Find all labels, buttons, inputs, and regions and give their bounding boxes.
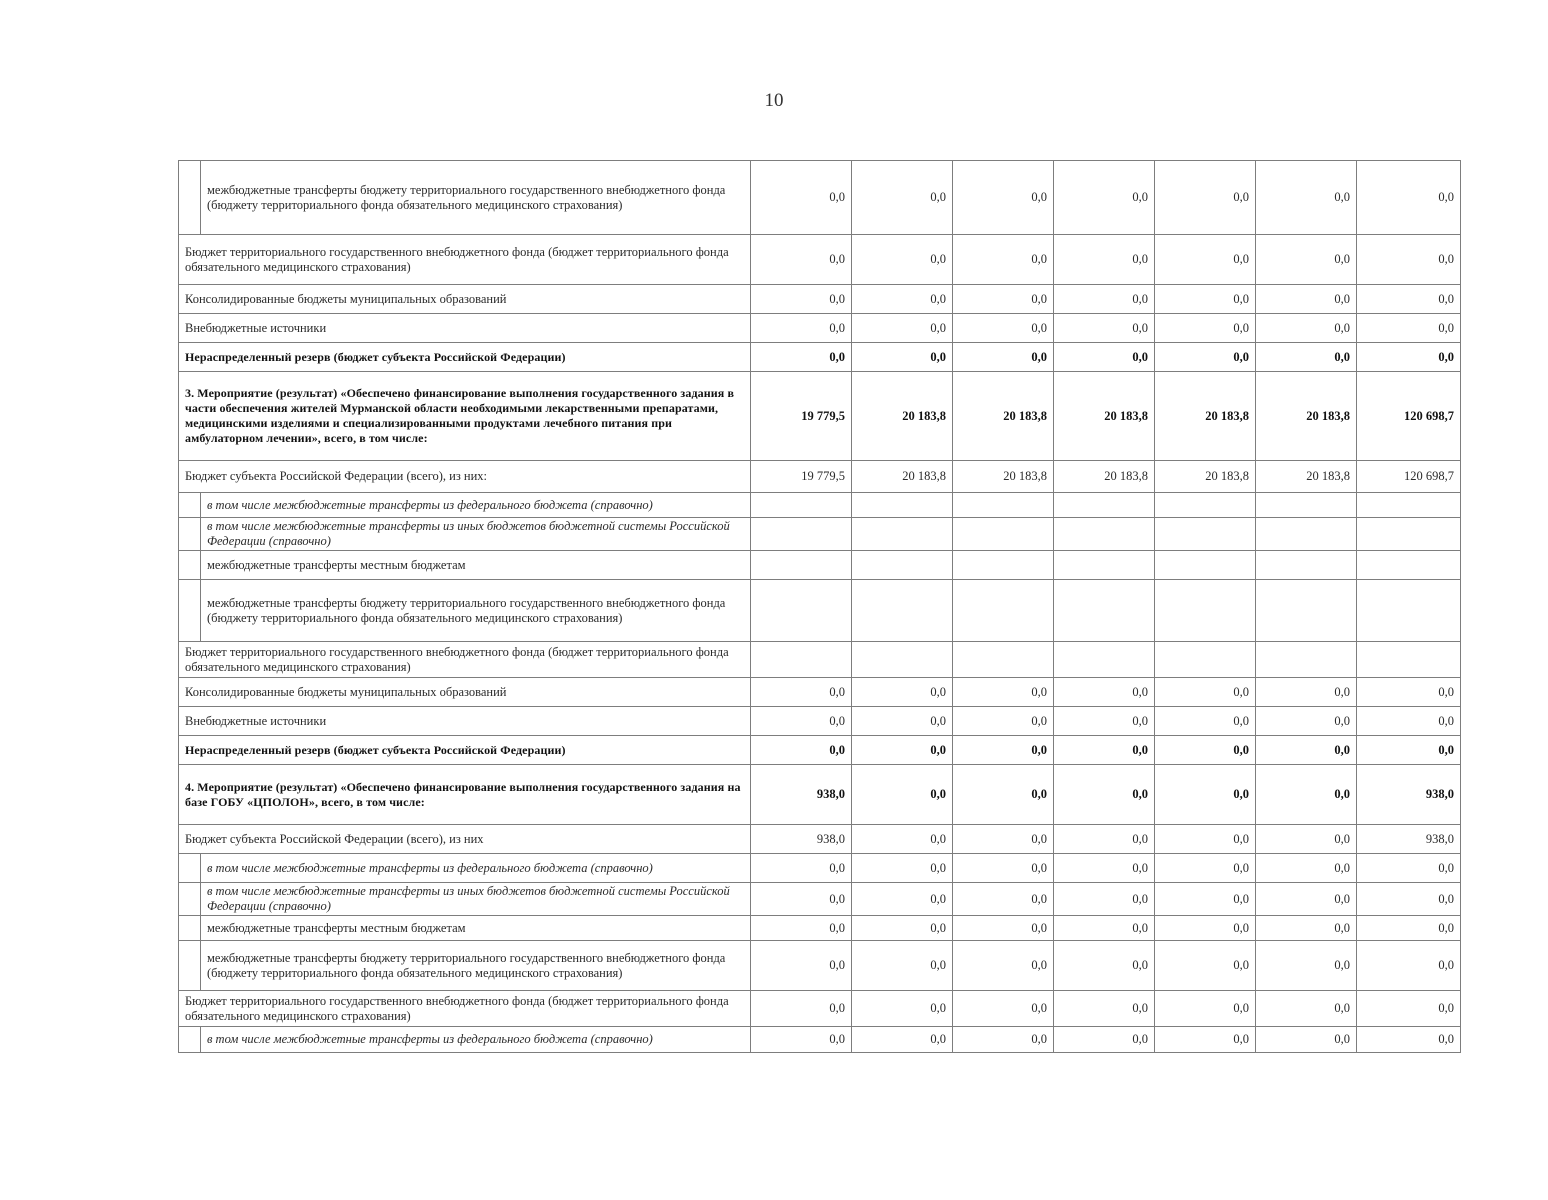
- year-value-cell: 0,0: [1155, 825, 1256, 854]
- year-value-cell: 0,0: [1054, 883, 1155, 916]
- year-value-cell: 0,0: [751, 343, 852, 372]
- year-value-cell: 938,0: [751, 765, 852, 825]
- year-value-cell: 0,0: [1256, 707, 1357, 736]
- total-value-cell: [1357, 518, 1461, 551]
- year-value-cell: 0,0: [852, 707, 953, 736]
- year-value-cell: 0,0: [852, 678, 953, 707]
- total-value-cell: 0,0: [1357, 314, 1461, 343]
- year-value-cell: 0,0: [852, 736, 953, 765]
- year-value-cell: 0,0: [751, 314, 852, 343]
- total-value-cell: 120 698,7: [1357, 372, 1461, 461]
- year-value-cell: 0,0: [852, 1027, 953, 1053]
- year-value-cell: 0,0: [953, 285, 1054, 314]
- total-value-cell: 0,0: [1357, 343, 1461, 372]
- year-value-cell: 20 183,8: [1054, 461, 1155, 493]
- row-label: в том числе межбюджетные трансферты из иных бюджетов бюджетной системы Российской Федерации (справочно): [201, 518, 751, 551]
- indent-cell: [179, 941, 201, 991]
- year-value-cell: 0,0: [852, 161, 953, 235]
- year-value-cell: 0,0: [1155, 285, 1256, 314]
- total-value-cell: 0,0: [1357, 161, 1461, 235]
- year-value-cell: 20 183,8: [852, 461, 953, 493]
- year-value-cell: 0,0: [953, 161, 1054, 235]
- year-value-cell: 0,0: [1155, 707, 1256, 736]
- year-value-cell: 0,0: [953, 941, 1054, 991]
- year-value-cell: [1155, 642, 1256, 678]
- year-value-cell: 0,0: [1256, 235, 1357, 285]
- table-row: [179, 235, 1461, 285]
- year-value-cell: 0,0: [1256, 736, 1357, 765]
- year-value-cell: 0,0: [1256, 825, 1357, 854]
- table-row: [179, 518, 1461, 551]
- row-label: в том числе межбюджетные трансферты из иных бюджетов бюджетной системы Российской Федерации (справочно): [201, 883, 751, 916]
- year-value-cell: 0,0: [1054, 854, 1155, 883]
- year-value-cell: [1155, 493, 1256, 518]
- year-value-cell: 0,0: [852, 916, 953, 941]
- year-value-cell: 0,0: [1054, 314, 1155, 343]
- total-value-cell: [1357, 493, 1461, 518]
- total-value-cell: 0,0: [1357, 678, 1461, 707]
- table-row: [179, 736, 1461, 765]
- year-value-cell: 0,0: [1054, 1027, 1155, 1053]
- total-value-cell: 0,0: [1357, 707, 1461, 736]
- year-value-cell: [852, 642, 953, 678]
- row-label: межбюджетные трансферты бюджету территориального государственного внебюджетного фонда (бюджету территориального фонда обязательного медицинского страхования): [201, 161, 751, 235]
- table-row: [179, 642, 1461, 678]
- year-value-cell: 0,0: [751, 707, 852, 736]
- year-value-cell: 0,0: [1256, 916, 1357, 941]
- year-value-cell: 0,0: [1155, 343, 1256, 372]
- year-value-cell: [751, 493, 852, 518]
- year-value-cell: 20 183,8: [953, 461, 1054, 493]
- table-row: [179, 580, 1461, 642]
- year-value-cell: [751, 518, 852, 551]
- year-value-cell: 0,0: [1155, 161, 1256, 235]
- year-value-cell: 0,0: [751, 991, 852, 1027]
- year-value-cell: [852, 551, 953, 580]
- year-value-cell: 0,0: [953, 736, 1054, 765]
- total-value-cell: [1357, 551, 1461, 580]
- row-label: межбюджетные трансферты местным бюджетам: [201, 551, 751, 580]
- table-row: [179, 678, 1461, 707]
- row-label: в том числе межбюджетные трансферты из федерального бюджета (справочно): [201, 1027, 751, 1053]
- year-value-cell: 0,0: [751, 916, 852, 941]
- year-value-cell: 0,0: [1256, 343, 1357, 372]
- page-number: 10: [764, 90, 784, 111]
- table-row: [179, 883, 1461, 916]
- year-value-cell: 0,0: [852, 343, 953, 372]
- year-value-cell: 0,0: [1155, 314, 1256, 343]
- year-value-cell: 0,0: [1256, 314, 1357, 343]
- indent-cell: [179, 161, 201, 235]
- year-value-cell: 0,0: [751, 678, 852, 707]
- table-row: [179, 343, 1461, 372]
- table-row: [179, 941, 1461, 991]
- year-value-cell: 0,0: [751, 941, 852, 991]
- year-value-cell: 0,0: [852, 235, 953, 285]
- year-value-cell: 0,0: [852, 765, 953, 825]
- table-row: [179, 285, 1461, 314]
- row-label: Бюджет субъекта Российской Федерации (всего), из них:: [179, 461, 751, 493]
- table-row: [179, 854, 1461, 883]
- table-row: [179, 825, 1461, 854]
- year-value-cell: 0,0: [953, 678, 1054, 707]
- row-label: 3. Мероприятие (результат) «Обеспечено финансирование выполнения государственного задания в части обеспечения жителей Мурманской области необходимыми лекарственными препаратами, медицинскими изделиями и специализированными продуктами лечебного питания при амбулаторном лечении», всего, в том числе:: [179, 372, 751, 461]
- row-label: Внебюджетные источники: [179, 314, 751, 343]
- year-value-cell: 0,0: [1256, 765, 1357, 825]
- year-value-cell: [953, 518, 1054, 551]
- year-value-cell: [1054, 493, 1155, 518]
- year-value-cell: [1155, 551, 1256, 580]
- row-label: 4. Мероприятие (результат) «Обеспечено финансирование выполнения государственного задания на базе ГОБУ «ЦПОЛОН», всего, в том числе:: [179, 765, 751, 825]
- table-row: [179, 991, 1461, 1027]
- year-value-cell: 0,0: [1155, 941, 1256, 991]
- year-value-cell: 0,0: [1256, 991, 1357, 1027]
- year-value-cell: [751, 551, 852, 580]
- year-value-cell: 20 183,8: [852, 372, 953, 461]
- year-value-cell: 0,0: [953, 825, 1054, 854]
- year-value-cell: [953, 642, 1054, 678]
- year-value-cell: 0,0: [852, 825, 953, 854]
- table-row: [179, 372, 1461, 461]
- year-value-cell: 0,0: [953, 991, 1054, 1027]
- year-value-cell: [1155, 518, 1256, 551]
- year-value-cell: 938,0: [751, 825, 852, 854]
- table-row: [179, 161, 1461, 235]
- year-value-cell: 0,0: [953, 343, 1054, 372]
- year-value-cell: 0,0: [1155, 765, 1256, 825]
- year-value-cell: 0,0: [852, 941, 953, 991]
- year-value-cell: 0,0: [1155, 991, 1256, 1027]
- indent-cell: [179, 854, 201, 883]
- year-value-cell: 20 183,8: [1256, 372, 1357, 461]
- year-value-cell: 20 183,8: [1155, 461, 1256, 493]
- year-value-cell: 0,0: [751, 736, 852, 765]
- table-row: [179, 707, 1461, 736]
- year-value-cell: 0,0: [751, 854, 852, 883]
- row-label: межбюджетные трансферты местным бюджетам: [201, 916, 751, 941]
- table-row: [179, 765, 1461, 825]
- year-value-cell: 0,0: [1054, 343, 1155, 372]
- row-label: Нераспределенный резерв (бюджет субъекта Российской Федерации): [179, 343, 751, 372]
- year-value-cell: 0,0: [1155, 1027, 1256, 1053]
- year-value-cell: [1256, 518, 1357, 551]
- table-body: [179, 161, 1461, 1053]
- year-value-cell: 0,0: [1256, 1027, 1357, 1053]
- year-value-cell: 0,0: [1054, 161, 1155, 235]
- total-value-cell: 0,0: [1357, 916, 1461, 941]
- indent-cell: [179, 883, 201, 916]
- year-value-cell: [751, 580, 852, 642]
- year-value-cell: 0,0: [1054, 707, 1155, 736]
- year-value-cell: 0,0: [953, 765, 1054, 825]
- year-value-cell: 20 183,8: [1054, 372, 1155, 461]
- year-value-cell: 0,0: [953, 916, 1054, 941]
- year-value-cell: 0,0: [751, 285, 852, 314]
- total-value-cell: 120 698,7: [1357, 461, 1461, 493]
- year-value-cell: 0,0: [1155, 678, 1256, 707]
- row-label: межбюджетные трансферты бюджету территориального государственного внебюджетного фонда (бюджету территориального фонда обязательного медицинского страхования): [201, 941, 751, 991]
- year-value-cell: 0,0: [953, 854, 1054, 883]
- year-value-cell: [953, 580, 1054, 642]
- row-label: Бюджет территориального государственного внебюджетного фонда (бюджет территориального фонда обязательного медицинского страхования): [179, 235, 751, 285]
- total-value-cell: [1357, 642, 1461, 678]
- year-value-cell: 0,0: [1054, 736, 1155, 765]
- year-value-cell: 20 183,8: [1256, 461, 1357, 493]
- row-label: Нераспределенный резерв (бюджет субъекта Российской Федерации): [179, 736, 751, 765]
- year-value-cell: [1155, 580, 1256, 642]
- row-label: Бюджет субъекта Российской Федерации (всего), из них: [179, 825, 751, 854]
- year-value-cell: 0,0: [1256, 883, 1357, 916]
- year-value-cell: 0,0: [953, 883, 1054, 916]
- year-value-cell: 0,0: [953, 707, 1054, 736]
- table-row: [179, 493, 1461, 518]
- row-label: Консолидированные бюджеты муниципальных образований: [179, 678, 751, 707]
- total-value-cell: 0,0: [1357, 285, 1461, 314]
- budget-table: [178, 160, 1461, 1053]
- total-value-cell: 0,0: [1357, 235, 1461, 285]
- year-value-cell: 0,0: [1256, 678, 1357, 707]
- indent-cell: [179, 1027, 201, 1053]
- year-value-cell: 0,0: [1256, 854, 1357, 883]
- total-value-cell: 0,0: [1357, 1027, 1461, 1053]
- indent-cell: [179, 551, 201, 580]
- year-value-cell: 0,0: [1054, 941, 1155, 991]
- year-value-cell: 0,0: [1054, 825, 1155, 854]
- year-value-cell: 0,0: [852, 314, 953, 343]
- year-value-cell: 0,0: [1054, 678, 1155, 707]
- table-row: [179, 461, 1461, 493]
- year-value-cell: 20 183,8: [1155, 372, 1256, 461]
- year-value-cell: [1054, 580, 1155, 642]
- year-value-cell: 0,0: [953, 235, 1054, 285]
- table-row: [179, 314, 1461, 343]
- indent-cell: [179, 518, 201, 551]
- year-value-cell: 0,0: [953, 1027, 1054, 1053]
- total-value-cell: [1357, 580, 1461, 642]
- year-value-cell: 19 779,5: [751, 461, 852, 493]
- year-value-cell: 19 779,5: [751, 372, 852, 461]
- year-value-cell: 0,0: [852, 883, 953, 916]
- year-value-cell: [852, 580, 953, 642]
- year-value-cell: [751, 642, 852, 678]
- year-value-cell: [1054, 551, 1155, 580]
- year-value-cell: [1256, 551, 1357, 580]
- row-label: Внебюджетные источники: [179, 707, 751, 736]
- year-value-cell: 0,0: [1256, 161, 1357, 235]
- row-label: в том числе межбюджетные трансферты из федерального бюджета (справочно): [201, 854, 751, 883]
- total-value-cell: 0,0: [1357, 854, 1461, 883]
- year-value-cell: [1054, 642, 1155, 678]
- year-value-cell: 0,0: [1054, 765, 1155, 825]
- total-value-cell: 0,0: [1357, 736, 1461, 765]
- year-value-cell: 0,0: [1155, 736, 1256, 765]
- year-value-cell: 0,0: [1155, 883, 1256, 916]
- year-value-cell: 0,0: [852, 854, 953, 883]
- year-value-cell: 0,0: [1054, 285, 1155, 314]
- year-value-cell: [953, 493, 1054, 518]
- year-value-cell: 0,0: [751, 235, 852, 285]
- year-value-cell: 0,0: [1155, 854, 1256, 883]
- indent-cell: [179, 493, 201, 518]
- year-value-cell: 0,0: [1054, 916, 1155, 941]
- year-value-cell: 20 183,8: [953, 372, 1054, 461]
- year-value-cell: 0,0: [1054, 991, 1155, 1027]
- year-value-cell: [852, 493, 953, 518]
- year-value-cell: 0,0: [1256, 941, 1357, 991]
- year-value-cell: [1256, 580, 1357, 642]
- year-value-cell: 0,0: [953, 314, 1054, 343]
- indent-cell: [179, 916, 201, 941]
- total-value-cell: 0,0: [1357, 883, 1461, 916]
- year-value-cell: [1256, 642, 1357, 678]
- year-value-cell: [1054, 518, 1155, 551]
- total-value-cell: 0,0: [1357, 991, 1461, 1027]
- year-value-cell: 0,0: [751, 161, 852, 235]
- total-value-cell: 938,0: [1357, 825, 1461, 854]
- year-value-cell: [953, 551, 1054, 580]
- year-value-cell: 0,0: [751, 1027, 852, 1053]
- row-label: Бюджет территориального государственного внебюджетного фонда (бюджет территориального фонда обязательного медицинского страхования): [179, 991, 751, 1027]
- table-row: [179, 1027, 1461, 1053]
- total-value-cell: 938,0: [1357, 765, 1461, 825]
- year-value-cell: 0,0: [852, 991, 953, 1027]
- year-value-cell: 0,0: [751, 883, 852, 916]
- row-label: межбюджетные трансферты бюджету территориального государственного внебюджетного фонда (бюджету территориального фонда обязательного медицинского страхования): [201, 580, 751, 642]
- table-row: [179, 916, 1461, 941]
- total-value-cell: 0,0: [1357, 941, 1461, 991]
- year-value-cell: 0,0: [1155, 235, 1256, 285]
- row-label: в том числе межбюджетные трансферты из федерального бюджета (справочно): [201, 493, 751, 518]
- year-value-cell: 0,0: [852, 285, 953, 314]
- row-label: Бюджет территориального государственного внебюджетного фонда (бюджет территориального фонда обязательного медицинского страхования): [179, 642, 751, 678]
- row-label: Консолидированные бюджеты муниципальных образований: [179, 285, 751, 314]
- indent-cell: [179, 580, 201, 642]
- year-value-cell: 0,0: [1256, 285, 1357, 314]
- year-value-cell: [1256, 493, 1357, 518]
- year-value-cell: 0,0: [1054, 235, 1155, 285]
- year-value-cell: 0,0: [1155, 916, 1256, 941]
- table-row: [179, 551, 1461, 580]
- year-value-cell: [852, 518, 953, 551]
